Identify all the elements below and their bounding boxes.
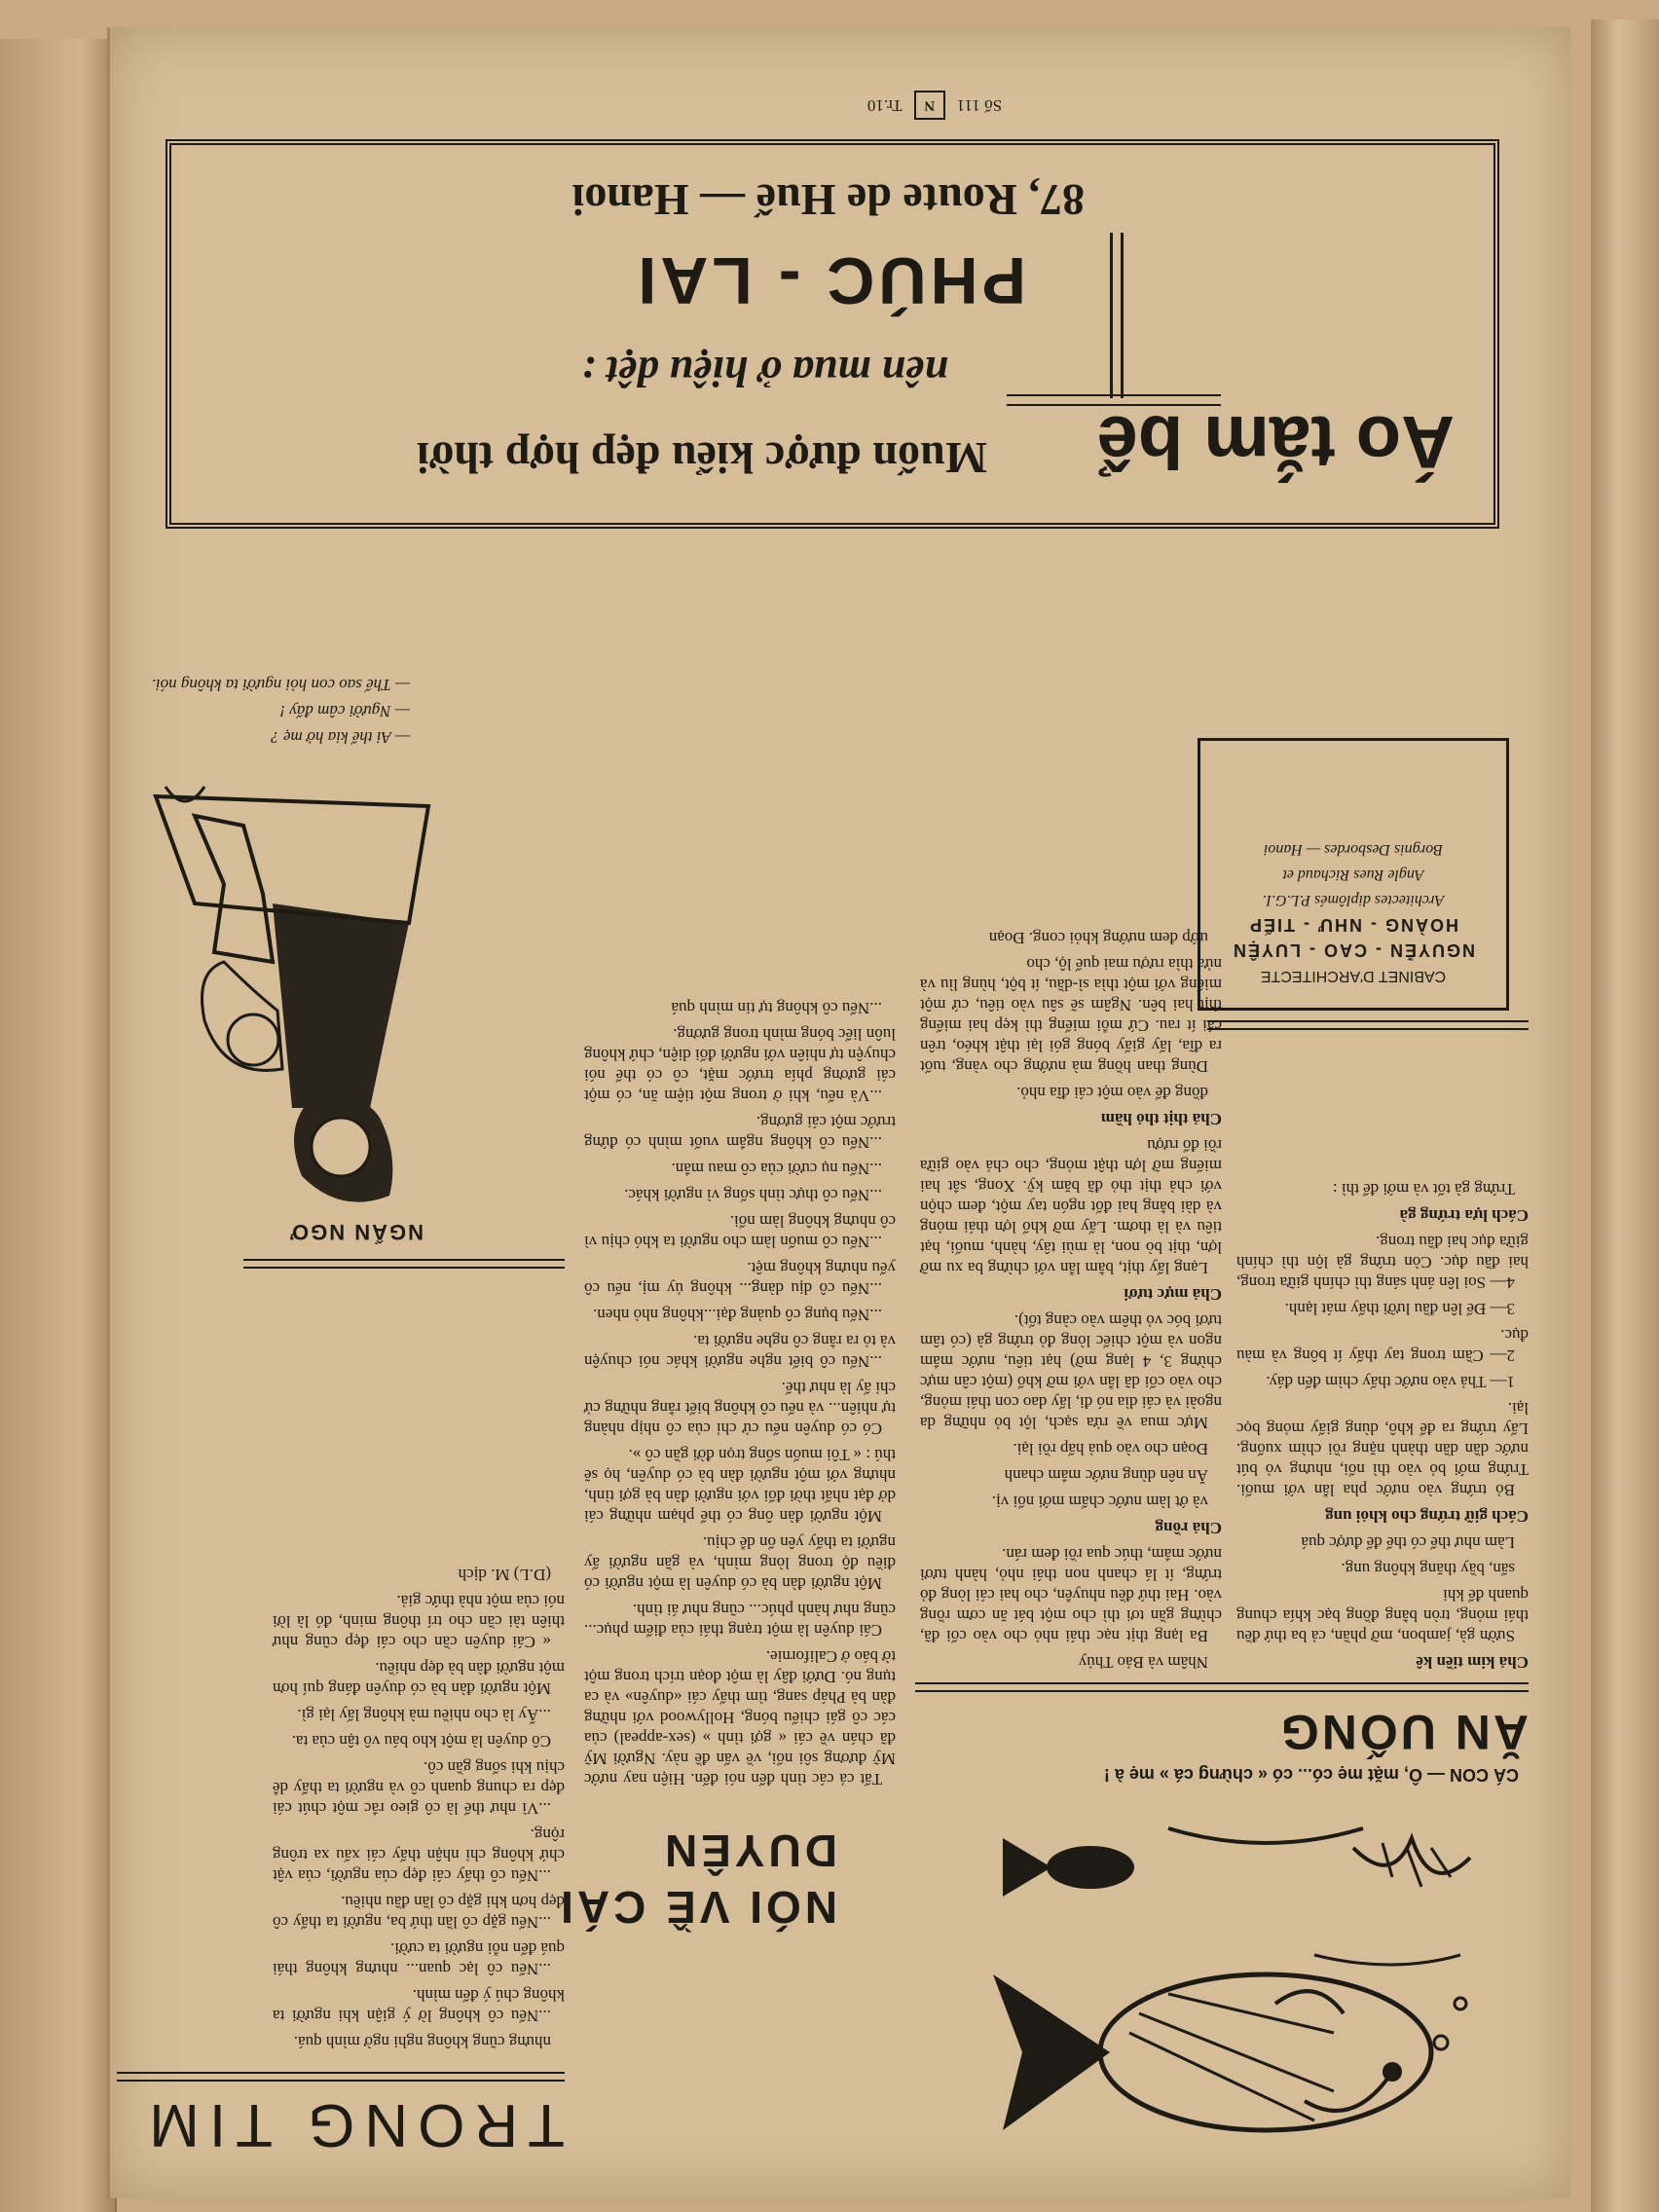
paragraph: ướp đem nướng khỏi cong. Đoạn	[988, 929, 1208, 947]
ngan-ngo-rule	[243, 1259, 565, 1269]
paragraph: Cái duyên là một trạng thái của điểm phục... cũng như hành phúc... cũng như ái tình.	[584, 1601, 896, 1640]
paragraph: Sườn gà, jambon, mỡ phần, cả ba thứ đều thái mỏng, tròn bằng đồng bạc khía chung quanh để khi	[1236, 1586, 1529, 1645]
ad-shop-name: PHÚC - LAI	[634, 243, 1026, 317]
ad-tagline-1: Muốn được kiểu đẹp hợp thời	[417, 433, 987, 483]
paragraph: 2— Cầm trong tay thấy ít bông và màu đục.	[1236, 1326, 1529, 1365]
architect-line-1: CABINET D'ARCHITECTE	[1260, 968, 1447, 984]
subheading: Chả rồng	[1155, 1519, 1222, 1537]
fish-caption: CÁ CON — Ô, mặt mẹ có... có « chừng cá » mẹ à !	[1103, 1765, 1519, 1785]
an-uong-title: ĂN UỐNG	[1277, 1705, 1529, 1759]
previous-page-edge	[0, 39, 117, 2212]
paragraph: Đoạn cho vào quả hấp rồi lại.	[1013, 1440, 1208, 1458]
phuc-lai-ad	[166, 139, 1499, 529]
paragraph: đồng để vào một cái đĩa nhỏ.	[1016, 1084, 1208, 1102]
paragraph: Mực mua về rửa sạch, lột bỏ những da ngoài và cái dìa nó đi, lấy dao con thái mỏng, cho vào cối dã lẫn với mỡ khổ (một cân mực chừng 3, 4 lạng mỡ) hạt tiêu, nước mắm ngon và một chiếc lòng đỏ trứng gà (có tâm tươi bóc vỏ thêm vào càng tốt).	[920, 1311, 1222, 1432]
paragraph: ...Nếu cô muốn làm cho người ta khó chịu vì cô nhưng không làm nổi.	[584, 1212, 896, 1251]
masthead	[808, 86, 1061, 125]
paragraph: nhưng cũng không nghi ngờ mình quá.	[293, 2033, 551, 2051]
ad-decor-pillar	[1110, 233, 1124, 398]
architect-line-5: Angle Rues Richaud et	[1282, 866, 1424, 883]
paragraph: ...Nếu nụ cười của cô mau mắn.	[671, 1160, 882, 1178]
paragraph: ...Nếu cô không ngắm vuốt mình có đứng trước một cái gương.	[584, 1113, 896, 1152]
masthead-logo: N	[914, 91, 945, 120]
dialog-line: — Người câm đấy !	[279, 702, 410, 720]
paragraph: ...Nếu gặp cô lần thứ ba, người ta thấy cô đẹp hơn khi gặp cô lần đầu nhiều.	[273, 1893, 565, 1932]
subheading: Cách giữ trứng cho khỏi ung	[1325, 1507, 1529, 1526]
paragraph: Ba lạng thịt nạc thái nhỏ cho vào cối đã, chừng gần tơi thì cho một bát ăn cơm rồng vào. Hai thứ đều nhuyễn, cho hai cái lòng đỏ trứng, ít lá chanh non thái nhỏ, hành tươi nước mắm, thúc qua rồi đem rán.	[920, 1545, 1222, 1645]
duyen-heading-line1: NÓI VỀ CÁI	[557, 1882, 837, 1933]
paragraph: Ăn nên dùng nước mắm chanh	[1004, 1466, 1208, 1485]
paragraph: Dùng than hồng mà nướng cho vàng, tuốt ra đĩa, lấy giấy bóng gói lại thật khéo, trên cái ít rau. Cứ mỗi miếng thì kẹp hai miếng thịt hai bên. Ngâm sẽ sâu vào tiêu, cứ một miếng với một thìa sì-dầu, ít bột, hùng lìu và nửa thìa rượu mai quế lộ, cho	[920, 955, 1222, 1076]
paragraph: ...Nếu cô dịu dàng... không ủy mị, nếu cô yếu nhưng không mệt.	[584, 1259, 896, 1298]
paragraph: ...Nếu cô lạc quan... nhưng không thái quá đến nỗi người ta cười.	[273, 1939, 565, 1978]
paragraph: Một người đàn ông có thể phạm những cái dở đạt nhất thời đối với người đàn bà gợi tình, nhưng với một người đàn bà có duyên, họ sẽ thú : « Tôi muốn sống trọn đời gần cô ».	[584, 1446, 896, 1526]
dialog-line: — Ai thế kia hở mẹ ?	[271, 728, 410, 747]
ad-tagline-2: nên mua ở hiệu dệt :	[581, 348, 948, 395]
ngan-ngo-title: NGẨN NGƠ	[288, 1220, 424, 1244]
ad-headline: Áo tắm bể	[1096, 400, 1455, 483]
paragraph: ...Nếu cô thấy cái đẹp của người, của vật chứ không chỉ nhận thấy cái xấu xa trông rộng.	[273, 1825, 565, 1885]
mother-child-cartoon	[127, 748, 448, 1215]
paragraph: và ớt làm nước chấm mới nổi vị.	[991, 1493, 1208, 1511]
paragraph: ...Và nếu, khi ở trong một tiệm ăn, có một cái gương phía trước mặt, cô có thể nói chuyện tự nhiên với người đối diện, chứ không luôn liếc bóng mình trong gương.	[584, 1025, 896, 1105]
subheading: Chả mực tươi	[1124, 1285, 1222, 1304]
paragraph: ...Nếu cô không tự tin mình quá	[671, 999, 882, 1017]
architect-line-3: HOÀNG - NHƯ - TIẾP	[1248, 915, 1458, 935]
fish-illustration	[964, 1770, 1509, 2179]
paragraph: ...Nếu cô biết nghe người khác nói chuyện và tỏ ra rằng cô nghe người ta.	[584, 1332, 896, 1371]
paragraph: ...Nếu bụng cô quảng đại...không nhỏ nhen.	[593, 1306, 882, 1324]
paragraph: Trứng gà tốt và mới để thì :	[1332, 1180, 1515, 1198]
paragraph: ...Nếu cô thực tình sống vì người khác.	[624, 1186, 882, 1204]
an-uong-column-1	[1236, 1173, 1529, 1673]
duyen-heading	[557, 1823, 837, 1936]
paragraph: « Cái duyên cần cho cái đẹp cũng như thiên tài cần cho trí thông minh, đó là lời nói của một nhà thức giả.	[273, 1592, 565, 1651]
duyen-column-2	[273, 1559, 565, 2052]
stacked-page-edges	[1591, 19, 1659, 2212]
duyen-column-1	[584, 992, 896, 1789]
paragraph: 4— Soi lên ánh sáng thì chính giữa trong, hai đầu đục. Còn trứng gà lộn thì chính giữa đục hai đầu trong.	[1236, 1233, 1529, 1292]
title-rule	[117, 2072, 565, 2082]
paragraph: ...Vì như thế là cô gieo rắc một chút cái đẹp ra chung quanh cô và người ta thấy dễ chịu khi sống gần cô.	[273, 1758, 565, 1818]
trong-tim-title: TRONG TIM	[139, 2091, 565, 2158]
paragraph: (D.L) M. dịch	[458, 1566, 551, 1584]
paragraph: Có có duyên nếu cử chỉ của cô nhịp nhàng tự nhiên... và nếu cô không biết rằng những cử chỉ ấy là như thế.	[584, 1379, 896, 1438]
subheading: Cách lựa trứng gà	[1399, 1206, 1529, 1225]
paragraph: Bỏ trứng vào nước pha lẫn với muối. Trứng mới bỏ vào thì nổi, nhưng vỏ bút nước dần dần thành nặng rồi chìm xuống. Lấy trứng ra để khô, dùng giấy mỏng bọc lại.	[1236, 1399, 1529, 1499]
paragraph: ...Nếu cô không lờ ý giận khi người ta không chú ý đến mình.	[273, 1986, 565, 2025]
page-content-upside-down	[107, 27, 1567, 2198]
architect-ad	[1198, 738, 1509, 1011]
subheading: Chả kim tiền kê	[1416, 1653, 1529, 1672]
paragraph: Nhâm và Bảo Thủy	[1078, 1653, 1208, 1672]
paragraph: Một người đàn bà có duyên là một người có điều độ trong lòng mình, và gần người ấy người ta thấy yên ổn dễ chịu.	[584, 1533, 896, 1593]
dialog-line: — Thế sao con hỏi người ta không nói.	[151, 676, 410, 694]
architect-line-6: Borgnis Desbordes — Hanoi	[1263, 841, 1444, 858]
paragraph: sẩn, bầy thăng không ung.	[1341, 1560, 1515, 1578]
cartoon-dialog	[131, 669, 424, 748]
subheading: Chả thịt thỏ hầm	[1100, 1110, 1222, 1128]
paragraph: 3— Để lên đầu lưỡi thấy mát lạnh.	[1284, 1300, 1515, 1318]
paragraph: Tất cả các tình đến nói đến. Hiện nay nước Mỹ đương sôi nổi, về vấn đề này. Người Mỹ đã chán về cái « gợi tình » (sex-appeal) của các cô gái chiếu bóng, Hollywood với những đàn bà Pháp sang, tìm thấy cái «duyên» và ca tụng nó. Dưới đây là một đoạn trích trong một tờ báo ở Californie.	[584, 1647, 896, 1788]
architect-line-2: NGUYỄN - CAO - LUYỆN	[1232, 940, 1476, 960]
paragraph: Cô duyên là một kho báu vô tận của ta.	[291, 1732, 551, 1751]
architect-rule	[1207, 1020, 1529, 1030]
paragraph: ...Ấy là cho nhiều mà không lấy lại gì.	[297, 1706, 551, 1724]
ad-address: 87, Route de Huế — Hanoi	[571, 175, 1085, 225]
paragraph: Lạng lấy thịt, bằm lẫn với chừng ba xu mỡ lợn, thịt bò non, là mùi tây, hành, muối, hạt tiêu và là thơm. Lấy mỡ khổ lợn thái mỏng và dài bằng hai đốt ngón tay một, đem chộn với chả thịt thỏ đã băm kỹ. Xong, sắt hai miếng mỡ lợn thật mỏng, cho chả vào giữa rồi đổ rượu	[920, 1136, 1222, 1277]
paragraph: Một người đàn bà có duyên đáng quí hơn một người đàn bà đẹp nhiều.	[273, 1659, 565, 1698]
page-number: Tr.10	[866, 96, 903, 115]
duyen-heading-line2: DUYÊN	[660, 1825, 837, 1876]
issue-number: Số 111	[956, 96, 1003, 115]
an-uong-rule	[915, 1682, 1529, 1692]
an-uong-column-2	[920, 922, 1222, 1673]
paragraph: 1— Thả vào nước thấy chìm đến đáy.	[1266, 1373, 1515, 1391]
architect-line-4: Architectes diplômés P.L.G.I.	[1262, 892, 1445, 908]
paragraph: Làm như thế có thể để được quá	[1301, 1533, 1515, 1552]
